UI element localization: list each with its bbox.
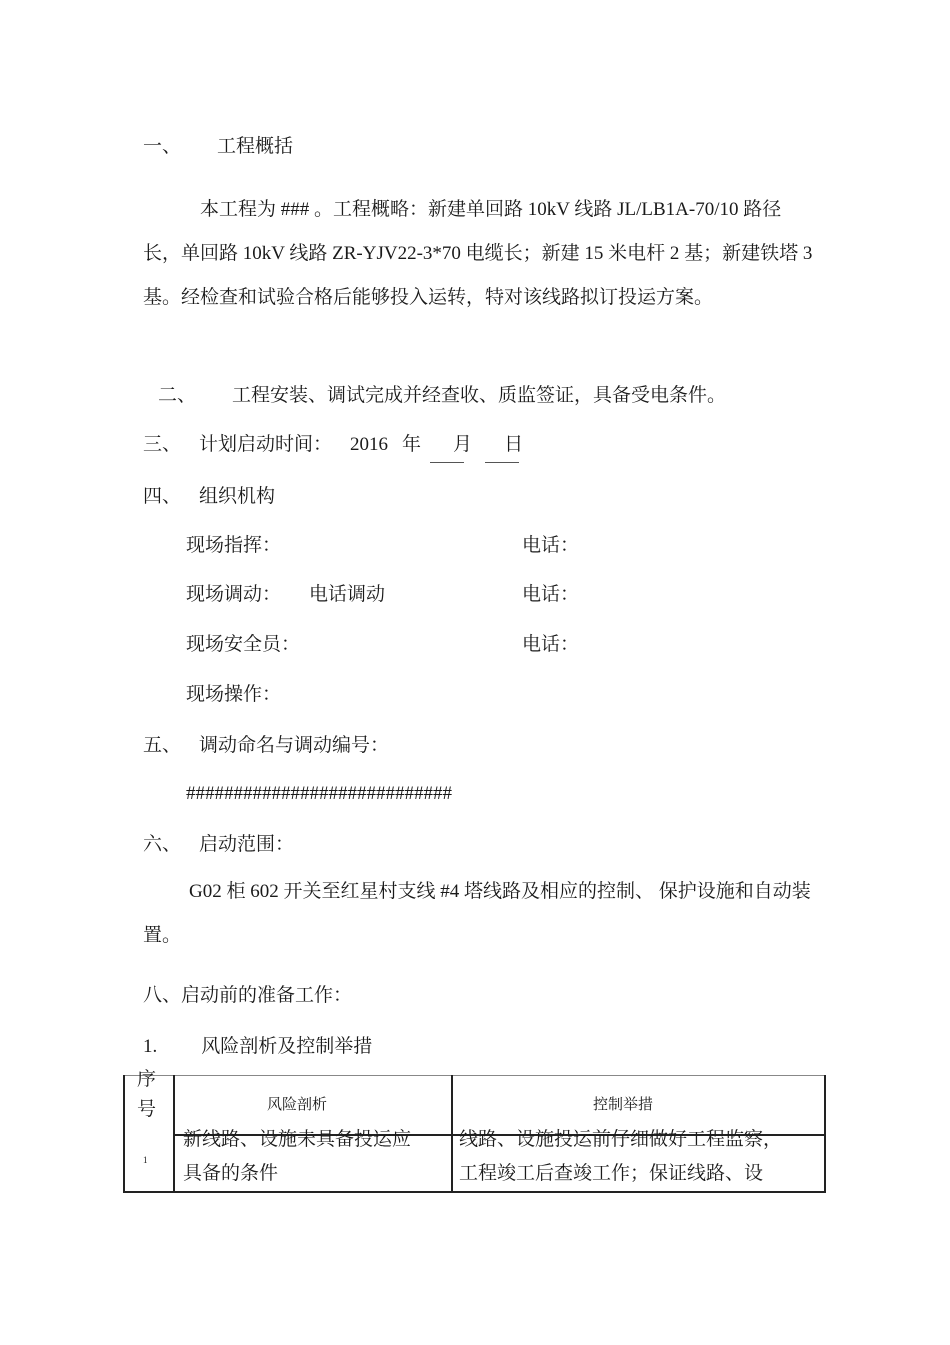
section-3-title: 计划启动时间：	[199, 434, 333, 455]
section-4-heading	[143, 485, 275, 509]
table-col-divider-2	[451, 1075, 453, 1193]
section-6-title: 启动范围：	[199, 834, 295, 855]
section-1-body: 本工程为 ### 。工程概略：新建单回路 10kV 线路 JL/LB1A-70/10 路径长，单回路 10kV 线路 ZR-YJV22-3*70 电缆长；新建 15 米电杆 2 基；新建铁塔 3 基。经检查和试验合格后能够投入运转，特对该线路拟订投运方案。	[143, 199, 813, 308]
section-6-number: 六、	[143, 834, 182, 855]
risk-table	[123, 1069, 826, 1193]
month-unit: 月	[453, 434, 473, 455]
org-commander-phone: 电话：	[522, 535, 580, 556]
section-4-title: 组织机构	[199, 486, 276, 507]
org-operation-label: 现场操作：	[186, 684, 282, 705]
section-2-number: 二、	[158, 385, 197, 406]
section-2-heading	[158, 384, 726, 408]
table-row-1-risk-line2: 具备的条件	[183, 1163, 279, 1184]
section-2-title: 工程安装、调试完成并经查收、质监签证，具备受电条件。	[232, 385, 727, 406]
section-6-heading	[143, 833, 294, 857]
org-commander-label: 现场指挥：	[186, 535, 282, 556]
table-right-border	[824, 1075, 826, 1193]
table-header-no-line1: 序	[137, 1069, 157, 1090]
table-header-no-line2: 号	[137, 1099, 157, 1120]
section-5-number: 五、	[143, 735, 182, 756]
table-col-divider-1	[173, 1075, 175, 1193]
month-blank-line	[430, 462, 464, 463]
subsection-1-heading	[143, 1035, 372, 1059]
year-unit: 年	[402, 434, 422, 455]
section-8-heading: 八、启动前的准备工作：	[143, 985, 353, 1006]
section-1-heading	[143, 135, 293, 159]
org-safety-label: 现场安全员：	[186, 634, 301, 655]
section-1-title: 工程概括	[217, 136, 294, 157]
table-row-1-control-line2: 工程竣工后查竣工作；保证线路、设	[459, 1163, 764, 1184]
table-top-border	[123, 1075, 826, 1076]
table-header-control: 控制举措	[593, 1097, 654, 1113]
org-dispatch-phone: 电话：	[522, 584, 580, 605]
subsection-1-title: 风险剖析及控制举措	[201, 1036, 373, 1057]
table-row-1-control-line1: 线路、设施投运前仔细做好工程监察，	[459, 1129, 783, 1150]
section-4-number: 四、	[143, 486, 182, 507]
table-header-risk: 风险剖析	[267, 1097, 328, 1113]
section-3-heading	[143, 433, 523, 457]
subsection-1-number: 1.	[143, 1036, 158, 1057]
org-dispatch-label: 现场调动：	[186, 584, 282, 605]
table-left-border	[123, 1075, 125, 1193]
table-row-1-no: 1	[143, 1155, 148, 1165]
section-5-heading	[143, 734, 389, 758]
org-dispatch-value: 电话调动	[309, 584, 386, 605]
day-blank-line	[485, 462, 519, 463]
table-row-1-risk-line1: 新线路、设施未具备投运应	[183, 1129, 412, 1150]
section-5-title: 调动命名与调动编号：	[199, 735, 390, 756]
start-year: 2016	[350, 434, 389, 455]
section-1-number: 一、	[143, 136, 182, 157]
org-safety-phone: 电话：	[522, 634, 580, 655]
dispatch-number-value: ############################	[186, 783, 452, 804]
section-3-number: 三、	[143, 434, 182, 455]
day-unit: 日	[504, 434, 524, 455]
section-6-body: G02 柜 602 开关至红星村支线 #4 塔线路及相应的控制、 保护设施和自动装置。	[143, 881, 811, 946]
table-bottom-border	[123, 1191, 826, 1193]
